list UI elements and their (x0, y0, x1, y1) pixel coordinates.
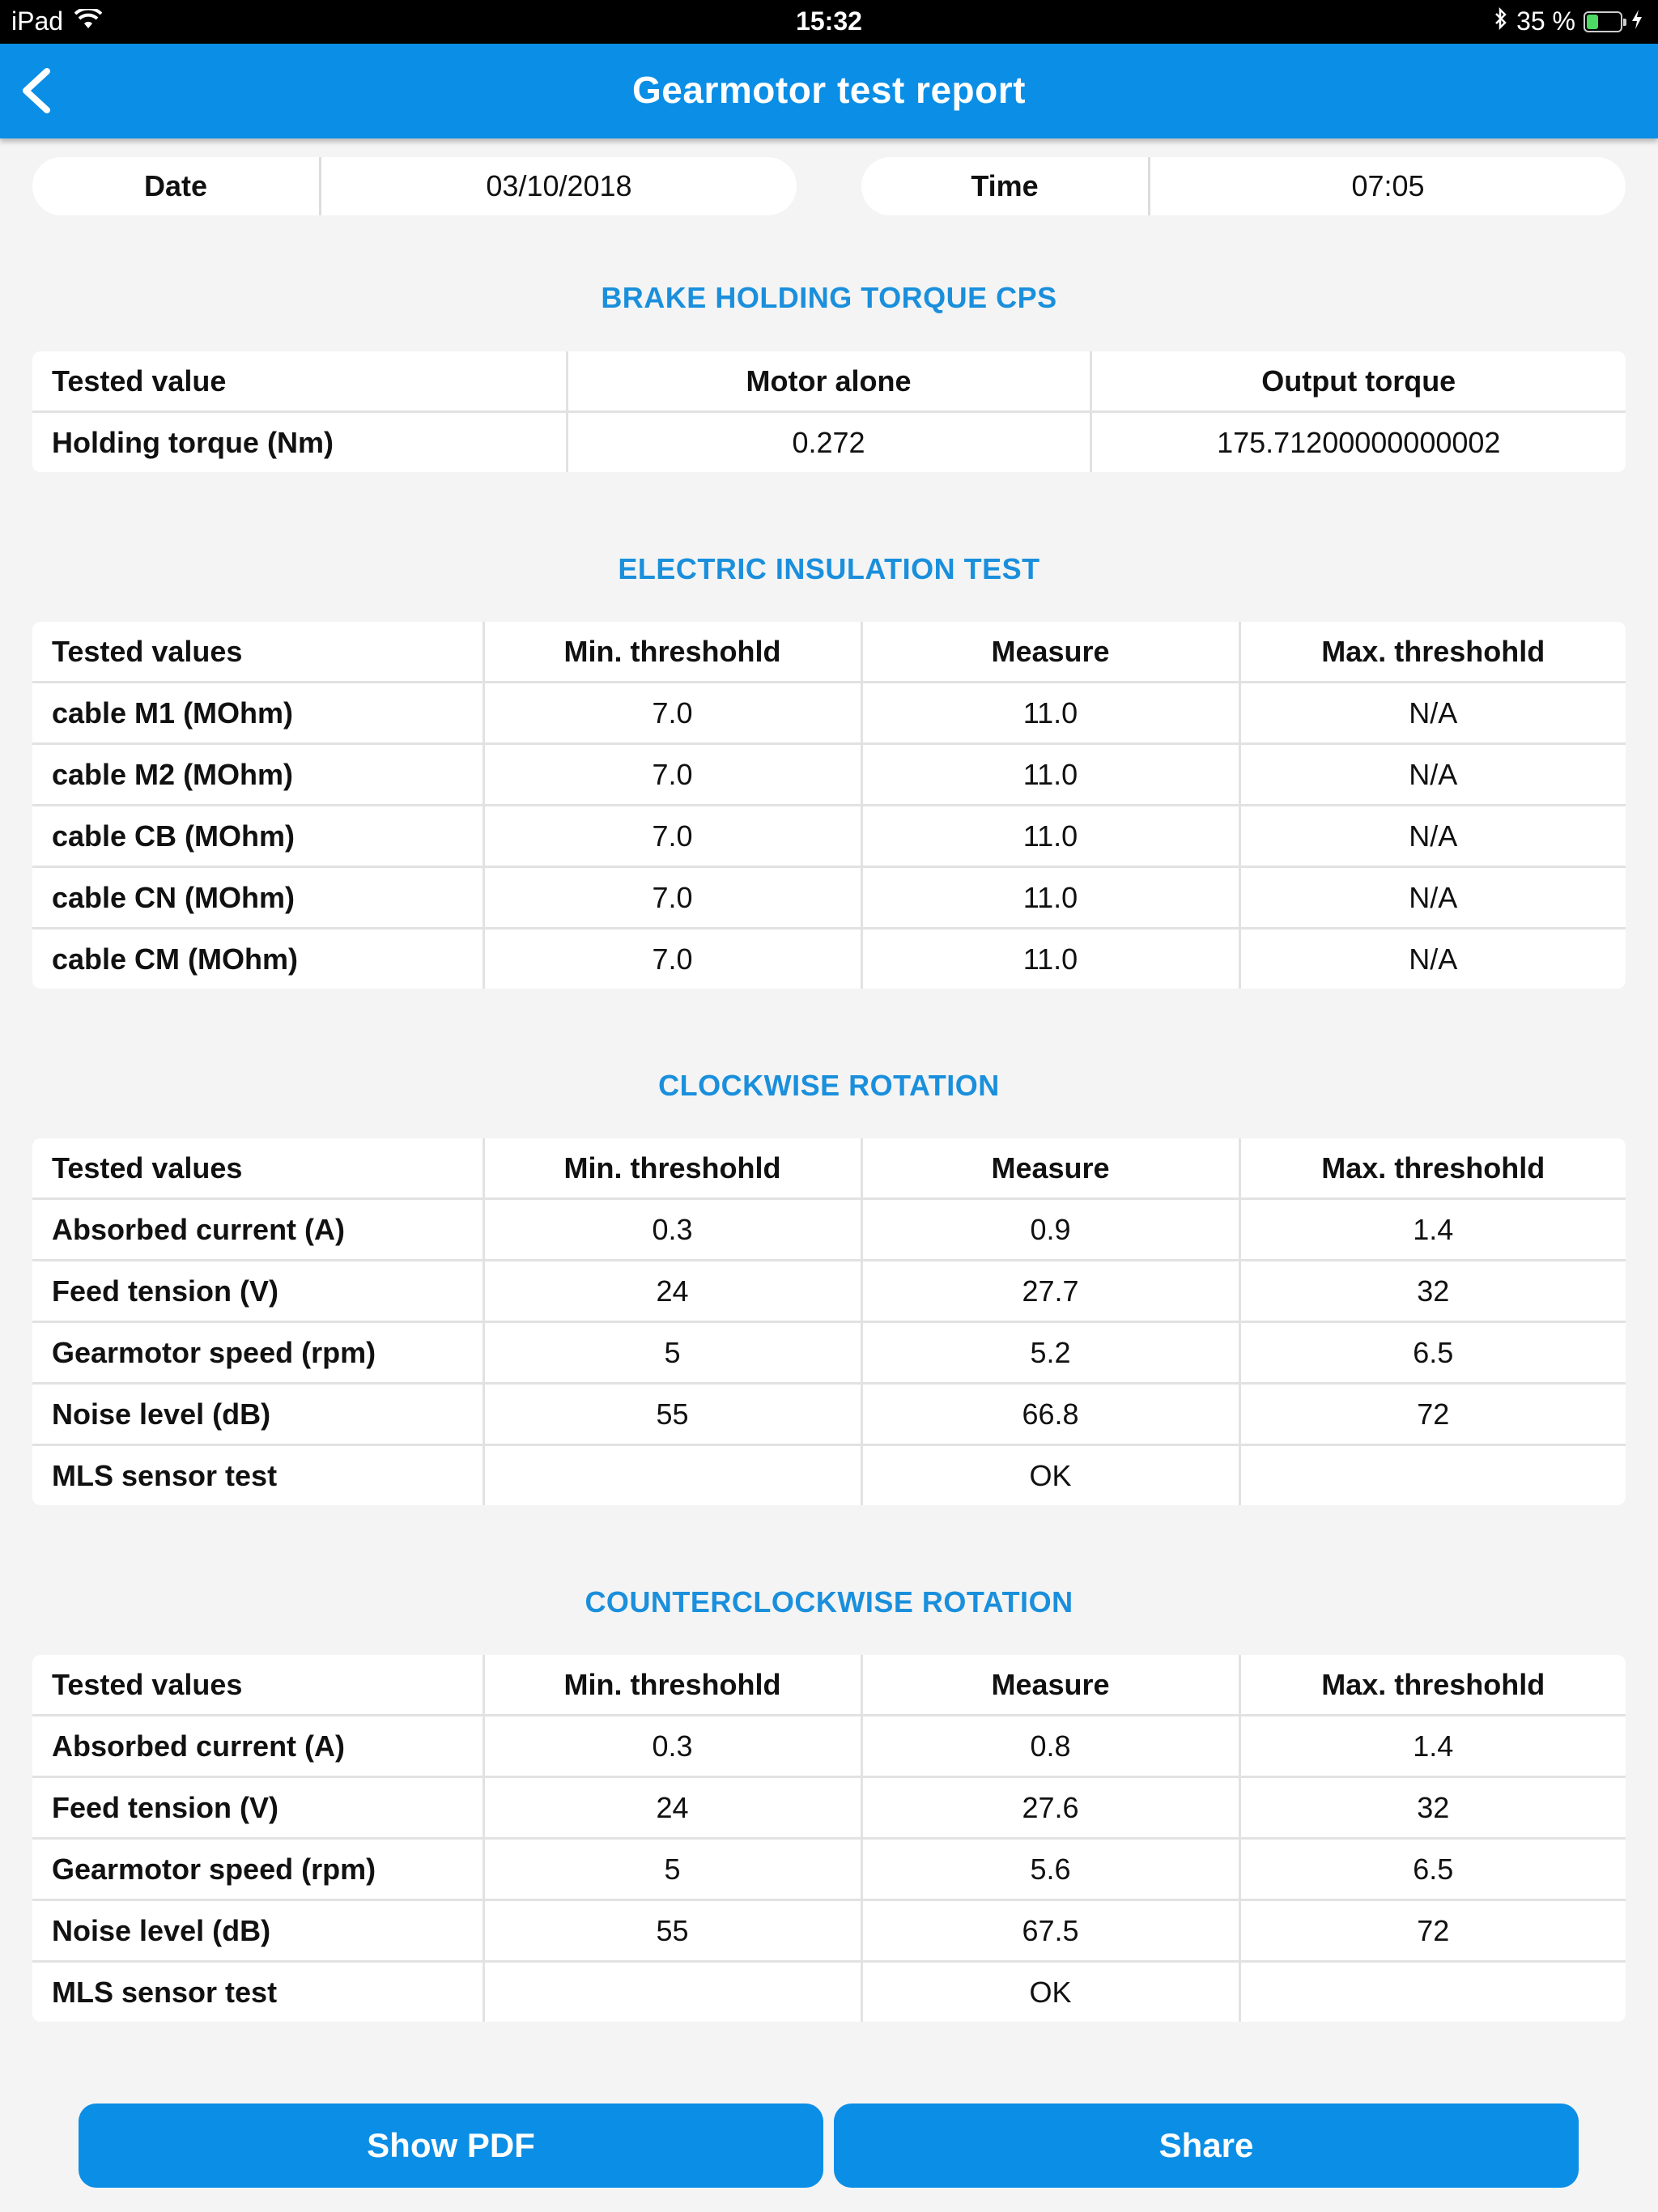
section-title-insulation: ELECTRIC INSULATION TEST (618, 552, 1040, 585)
table-cell (483, 1445, 861, 1506)
row-label: Gearmotor speed (rpm) (32, 1322, 483, 1384)
table-row (32, 1445, 1626, 1506)
column-header: Max. threshohld (1239, 1138, 1626, 1199)
row-label: cable CM (MOhm) (52, 942, 299, 976)
battery-fill (1587, 15, 1598, 29)
column-header: Min. threshohld (483, 1138, 861, 1199)
table-cell: 27.7 (861, 1261, 1239, 1322)
table-cell (1239, 1962, 1626, 2023)
table-cell: 32 (1239, 1777, 1626, 1839)
table-cell: 24 (483, 1261, 861, 1322)
column-header: Tested values (32, 1655, 483, 1716)
counterclockwise-table (32, 1655, 1626, 2022)
counterclockwise-table-card (32, 1655, 1626, 2022)
table-cell: 11.0 (861, 867, 1239, 929)
table-cell: N/A (1239, 929, 1626, 989)
time-value: 07:05 (1351, 169, 1425, 202)
date-label: Date (32, 157, 321, 215)
column-header: Min. threshohld (483, 1655, 861, 1716)
table-row (32, 1900, 1626, 1962)
row-label: Feed tension (V) (32, 1777, 483, 1839)
row-label: cable CB (MOhm) (32, 806, 483, 867)
row-label: Feed tension (V) (32, 1261, 483, 1322)
table-cell: 0.272 (567, 412, 1090, 473)
column-header: Output torque (1090, 351, 1626, 412)
table-cell: 7.0 (483, 867, 861, 929)
row-label: cable M1 (MOhm) (32, 683, 483, 744)
table-header-row (32, 351, 1626, 412)
battery-percent: 35 % (1516, 6, 1575, 36)
column-header: Min. threshohld (483, 622, 861, 683)
nav-bar (0, 44, 1658, 138)
table-header-row (32, 1655, 1626, 1716)
table-cell: 7.0 (483, 929, 861, 989)
insulation-table (32, 622, 1626, 989)
table-cell: 5.6 (861, 1839, 1239, 1900)
table-header-row (32, 622, 1626, 683)
table-row (32, 806, 1626, 867)
column-header: Tested values (32, 1138, 483, 1199)
table-row (32, 1716, 1626, 1777)
column-header: Tested value (32, 351, 567, 412)
table-row (32, 683, 1626, 744)
table-row (32, 412, 1626, 473)
column-header: Tested values (32, 622, 483, 683)
table-row (32, 1962, 1626, 2023)
table-cell: N/A (1239, 744, 1626, 806)
table-cell: 0.3 (483, 1199, 861, 1261)
column-header: Measure (861, 1655, 1239, 1716)
row-label: Noise level (dB) (32, 1384, 483, 1445)
date-value: 03/10/2018 (486, 169, 632, 202)
insulation-table-card (32, 622, 1626, 989)
table-cell: 0.8 (861, 1716, 1239, 1777)
table-cell: 55 (483, 1384, 861, 1445)
table-cell: 5 (483, 1322, 861, 1384)
show-pdf-button[interactable]: Show PDF (79, 2104, 823, 2188)
clockwise-table (32, 1138, 1626, 1505)
table-cell: 72 (1239, 1900, 1626, 1962)
column-header: Max. threshohld (1239, 622, 1626, 683)
table-cell: 72 (1239, 1384, 1626, 1445)
table-cell: 7.0 (483, 683, 861, 744)
table-cell: 5 (483, 1839, 861, 1900)
table-cell: OK (861, 1445, 1239, 1506)
table-row (32, 1261, 1626, 1322)
row-label: Noise level (dB) (32, 1900, 483, 1962)
table-row (32, 744, 1626, 806)
table-cell: 55 (483, 1900, 861, 1962)
table-row (32, 1777, 1626, 1839)
row-label: MLS sensor test (52, 1458, 278, 1492)
bluetooth-icon (1494, 6, 1508, 36)
row-label: cable CN (MOhm) (32, 867, 483, 929)
table-cell: 32 (1239, 1261, 1626, 1322)
table-cell: 11.0 (861, 806, 1239, 867)
battery-icon (1584, 11, 1622, 32)
table-cell: 66.8 (861, 1384, 1239, 1445)
column-header: Measure (861, 622, 1239, 683)
table-cell: 5.2 (861, 1322, 1239, 1384)
row-label: Absorbed current (A) (32, 1199, 483, 1261)
table-cell: OK (861, 1962, 1239, 2023)
table-cell: 0.9 (861, 1199, 1239, 1261)
table-row (32, 1384, 1626, 1445)
table-cell: 7.0 (483, 806, 861, 867)
column-header: Motor alone (567, 351, 1090, 412)
table-row (32, 867, 1626, 929)
table-row (32, 1199, 1626, 1261)
table-cell: 6.5 (1239, 1839, 1626, 1900)
status-bar (0, 0, 1658, 44)
clockwise-table-card (32, 1138, 1626, 1505)
time-field (861, 157, 1626, 215)
table-cell: 6.5 (1239, 1322, 1626, 1384)
table-cell: 11.0 (861, 929, 1239, 989)
table-cell: 11.0 (861, 744, 1239, 806)
brake-table (32, 351, 1626, 472)
row-label: Gearmotor speed (rpm) (32, 1839, 483, 1900)
column-header: Measure (861, 1138, 1239, 1199)
section-title-counterclockwise: COUNTERCLOCKWISE ROTATION (585, 1585, 1073, 1619)
share-button[interactable]: Share (834, 2104, 1579, 2188)
table-cell (1239, 1445, 1626, 1506)
table-cell: 1.4 (1239, 1716, 1626, 1777)
table-cell: 11.0 (861, 683, 1239, 744)
charging-icon (1630, 6, 1643, 36)
device-name: iPad (11, 6, 64, 36)
date-field (32, 157, 797, 215)
section-title-brake: BRAKE HOLDING TORQUE CPS (601, 281, 1057, 314)
status-time: 15:32 (796, 6, 862, 36)
table-cell (483, 1962, 861, 2023)
table-header-row (32, 1138, 1626, 1199)
brake-table-card (32, 351, 1626, 472)
table-cell: 24 (483, 1777, 861, 1839)
table-cell: 7.0 (483, 744, 861, 806)
time-label: Time (861, 157, 1150, 215)
table-cell: 27.6 (861, 1777, 1239, 1839)
column-header: Max. threshohld (1239, 1655, 1626, 1716)
table-cell: 67.5 (861, 1900, 1239, 1962)
table-cell: N/A (1239, 806, 1626, 867)
page-title: Gearmotor test report (632, 69, 1026, 111)
table-cell: 1.4 (1239, 1199, 1626, 1261)
row-label: cable M2 (MOhm) (32, 744, 483, 806)
table-cell: N/A (1239, 683, 1626, 744)
row-label: MLS sensor test (52, 1975, 278, 2009)
table-cell: 175.71200000000002 (1090, 412, 1626, 473)
row-label: Absorbed current (A) (32, 1716, 483, 1777)
table-row (32, 1839, 1626, 1900)
table-row (32, 1322, 1626, 1384)
table-cell: N/A (1239, 867, 1626, 929)
section-title-clockwise: CLOCKWISE ROTATION (658, 1069, 1000, 1102)
table-cell: 0.3 (483, 1716, 861, 1777)
table-row (32, 929, 1626, 989)
row-label: Holding torque (Nm) (52, 425, 334, 459)
